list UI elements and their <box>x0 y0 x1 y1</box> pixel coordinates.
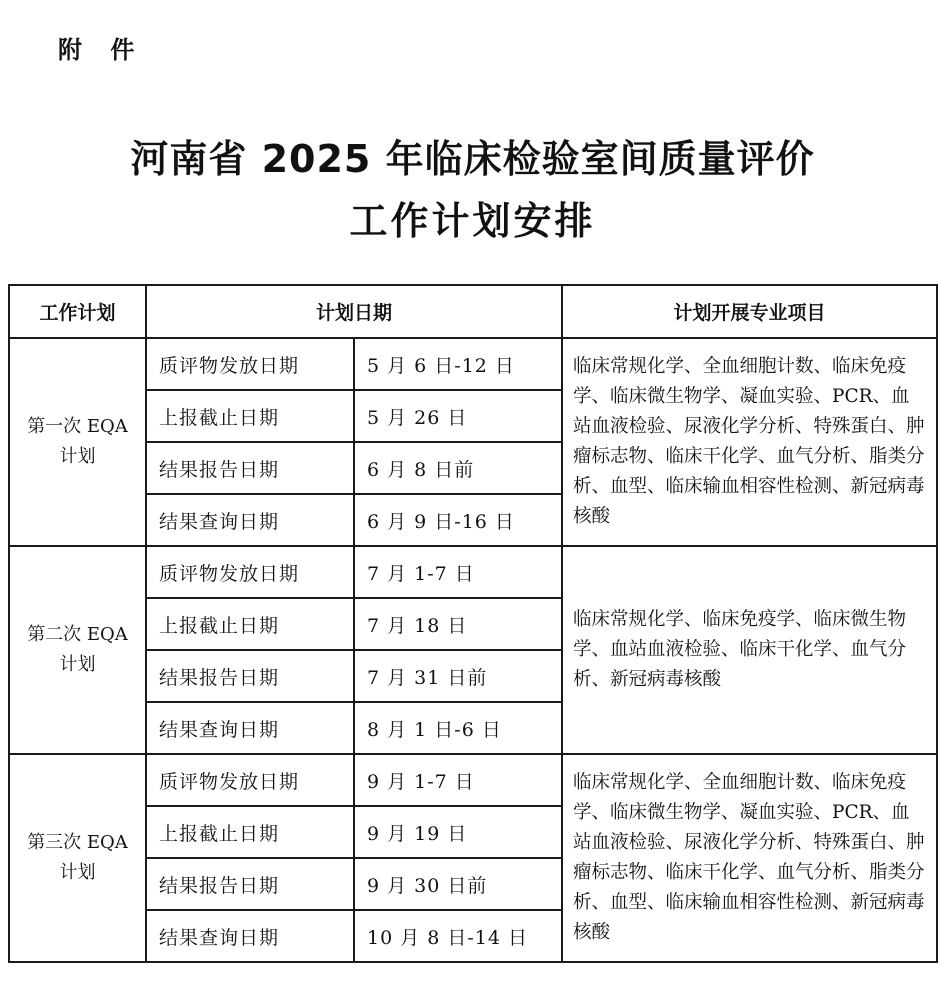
attachment-label: 附 件 <box>58 36 145 64</box>
round-name-line: 计划 <box>59 446 96 467</box>
round-3-projects: 临床常规化学、全血细胞计数、临床免疫学、临床微生物学、凝血实验、PCR、血站血液检验、尿液化学分析、特殊蛋白、肿瘤标志物、临床干化学、血气分析、脂类分析、血型、临床输血相容性检测、新冠病毒核酸 <box>562 754 937 962</box>
round-2-projects: 临床常规化学、临床免疫学、临床微生物学、血站血液检验、临床干化学、血气分析、新冠病毒核酸 <box>562 546 937 754</box>
table-row <box>9 338 937 390</box>
schedule-date: 9 月 19 日 <box>354 806 562 858</box>
table-row <box>9 546 937 598</box>
schedule-date: 9 月 30 日前 <box>354 858 562 910</box>
work-plan-table <box>8 284 938 963</box>
schedule-item: 结果报告日期 <box>146 442 354 494</box>
schedule-date: 6 月 9 日-16 日 <box>354 494 562 546</box>
round-name-line: 计划 <box>59 654 96 675</box>
schedule-item: 结果报告日期 <box>146 858 354 910</box>
schedule-item: 结果查询日期 <box>146 910 354 962</box>
header-plan: 工作计划 <box>9 285 146 338</box>
schedule-item: 结果查询日期 <box>146 494 354 546</box>
schedule-item: 质评物发放日期 <box>146 546 354 598</box>
round-2-name <box>9 546 146 754</box>
table-row <box>9 754 937 806</box>
schedule-date: 5 月 6 日-12 日 <box>354 338 562 390</box>
document-title-line1: 河南省 2025 年临床检验室间质量评价 <box>130 137 815 181</box>
schedule-item: 质评物发放日期 <box>146 338 354 390</box>
schedule-date: 6 月 8 日前 <box>354 442 562 494</box>
round-name-line: 计划 <box>59 862 96 883</box>
round-1-name <box>9 338 146 546</box>
round-1-projects: 临床常规化学、全血细胞计数、临床免疫学、临床微生物学、凝血实验、PCR、血站血液检验、尿液化学分析、特殊蛋白、肿瘤标志物、临床干化学、血气分析、脂类分析、血型、临床输血相容性检测、新冠病毒核酸 <box>562 338 937 546</box>
round-name-line: 第二次 EQA <box>27 624 128 645</box>
header-date: 计划日期 <box>146 285 562 338</box>
schedule-date: 7 月 1-7 日 <box>354 546 562 598</box>
schedule-date: 7 月 18 日 <box>354 598 562 650</box>
schedule-date: 7 月 31 日前 <box>354 650 562 702</box>
header-projects: 计划开展专业项目 <box>562 285 937 338</box>
round-3-name <box>9 754 146 962</box>
schedule-item: 结果查询日期 <box>146 702 354 754</box>
document-title-line2: 工作计划安排 <box>349 199 596 243</box>
schedule-item: 质评物发放日期 <box>146 754 354 806</box>
round-name-line: 第一次 EQA <box>27 416 128 437</box>
table-header-row <box>9 285 937 338</box>
schedule-item: 结果报告日期 <box>146 650 354 702</box>
schedule-item: 上报截止日期 <box>146 806 354 858</box>
schedule-item: 上报截止日期 <box>146 390 354 442</box>
round-name-line: 第三次 EQA <box>27 832 128 853</box>
schedule-date: 9 月 1-7 日 <box>354 754 562 806</box>
schedule-item: 上报截止日期 <box>146 598 354 650</box>
schedule-date: 8 月 1 日-6 日 <box>354 702 562 754</box>
schedule-date: 5 月 26 日 <box>354 390 562 442</box>
schedule-date: 10 月 8 日-14 日 <box>354 910 562 962</box>
